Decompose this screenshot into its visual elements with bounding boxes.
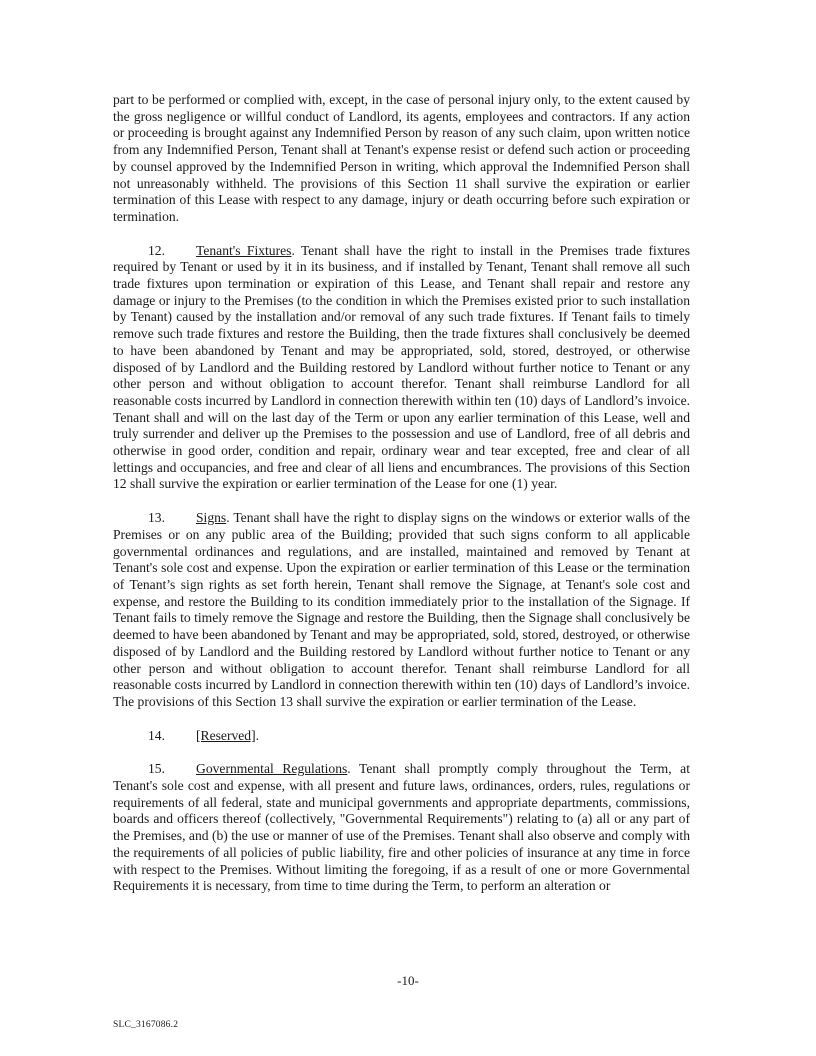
section-12 [113, 243, 690, 494]
document-body [113, 92, 690, 912]
section-text: . [255, 727, 260, 743]
document-id: SLC_3167086.2 [113, 1020, 179, 1030]
section-text: . Tenant shall promptly comply throughout the Term, at Tenant's sole cost and expense, with all present and future laws, ordinances, orders, rules, regulations or requirements of all federal, state and municipal governments and appropriate departments, commissions, boards and officers thereof (collectively, "Governmental Requirements") relating to (a) all or any part of the Premises, and (b) the use or manner of use of the Premises. Tenant shall also observe and comply with the requirements of all policies of public liability, fire and other policies of insurance at any time in force with respect to the Premises. Without limiting the foregoing, if as a result of one or more Governmental Requirements it is necessary, from time to time during the Term, to perform an alteration or [113, 761, 690, 894]
section-14 [113, 728, 690, 745]
section-text: . Tenant shall have the right to display signs on the windows or exterior walls of the Premises or on any public area of the Building; provided that such signs conform to all applicable governmental ordinances and regulations, and are installed, maintained and removed by Tenant at Tenant's sole cost and expense. Upon the expiration or earlier termination of this Lease or the termination of Tenant’s sign rights as set forth herein, Tenant shall remove the Signage, at Tenant's sole cost and expense, and restore the Building to its condition immediately prior to the installation of the Signage. If Tenant fails to timely remove the Signage and restore the Building, then the Signage shall conclusively be deemed to have been abandoned by Tenant and may be appropriated, sold, stored, destroyed, or otherwise disposed of by Landlord and the Building restored by Landlord without further notice to Tenant or any other person and without obligation to account therefor. Tenant shall reimburse Landlord for all reasonable costs incurred by Landlord in connection therewith within ten (10) days of Landlord’s invoice. The provisions of this Section 13 shall survive the expiration or earlier termination of the Lease. [113, 510, 690, 709]
section-15 [113, 761, 690, 895]
section-11-continuation: part to be performed or complied with, except, in the case of personal injury only, to the extent caused by the gross negligence or willful conduct of Landlord, its agents, employees and contractors. If any action or proceeding is brought against any Indemnified Person by reason of any such claim, upon written notice from any Indemnified Person, Tenant shall at Tenant's expense resist or defend such action or proceeding by counsel approved by the Indemnified Person in writing, which approval the Indemnified Person shall not unreasonably withheld. The provisions of this Section 11 shall survive the expiration or earlier termination of this Lease with respect to any damage, injury or death occurring before such expiration or termination. [113, 92, 690, 224]
section-number: 14. [148, 727, 165, 743]
section-heading: Tenant's Fixtures [196, 242, 292, 258]
section-heading: [Reserved] [196, 727, 256, 743]
section-text: . Tenant shall have the right to install in the Premises trade fixtures required by Tenant or used by it in its business, and if installed by Tenant, Tenant shall remove all such trade fixtures upon termination or expiration of this Lease, and Tenant shall repair and restore any damage or injury to the Premises (to the condition in which the Premises existed prior to such installation by Tenant) caused by the installation and/or removal of any such trade fixtures. If Tenant fails to timely remove such trade fixtures and restore the Building, then the trade fixtures shall conclusively be deemed to have been abandoned by Tenant and may be appropriated, sold, stored, destroyed, or otherwise disposed of by Landlord and the Building restored by Landlord without further notice to Tenant or any other person and without obligation to account therefor. Tenant shall reimburse Landlord for all reasonable costs incurred by Landlord in connection therewith within ten (10) days of Landlord’s invoice. Tenant shall and will on the last day of the Term or upon any earlier termination of this Lease, well and truly surrender and deliver up the Premises to the possession and use of Landlord, free of all debris and otherwise in good order, condition and repair, ordinary wear and tear excepted, free and clear of all lettings and occupancies, and free and clear of all liens and encumbrances. The provisions of this Section 12 shall survive the expiration or earlier termination of the Lease for one (1) year. [113, 242, 690, 492]
section-13 [113, 510, 690, 710]
section-number: 12. [148, 242, 165, 258]
section-number: 13. [148, 510, 165, 526]
section-number: 15. [148, 761, 165, 777]
section-heading: Signs [196, 510, 227, 526]
page-number: -10- [397, 973, 419, 988]
section-heading: Governmental Regulations [196, 761, 348, 777]
